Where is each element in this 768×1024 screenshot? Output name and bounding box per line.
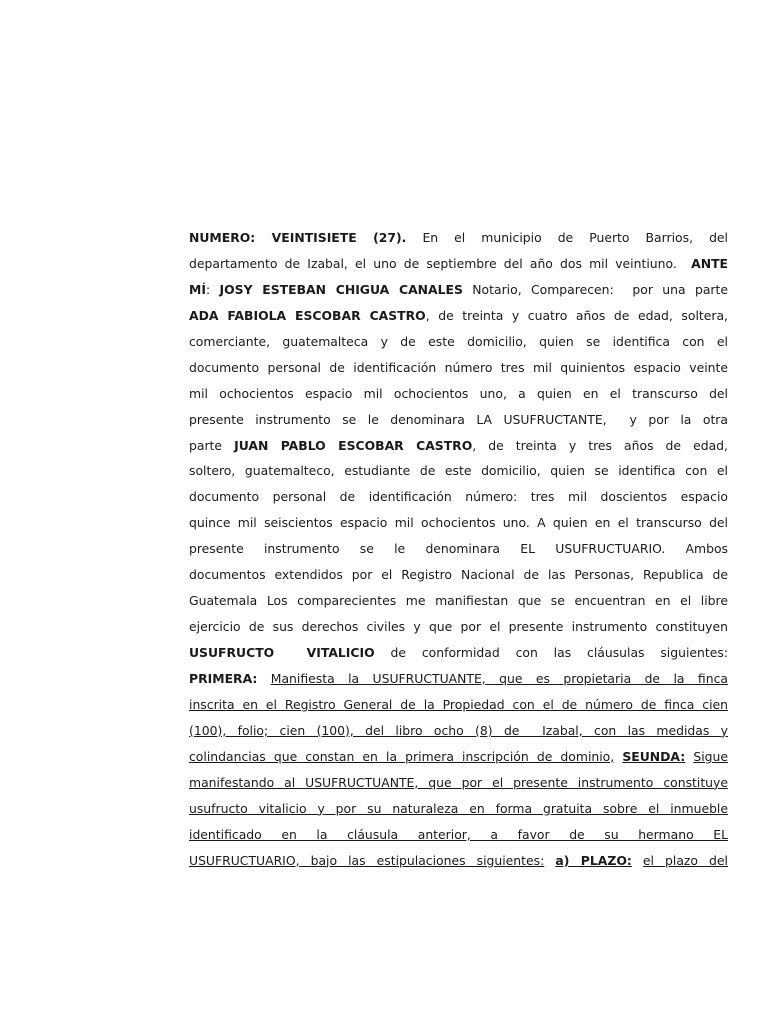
document-line [189,251,728,277]
document-line [189,355,728,381]
document-line [189,329,728,355]
text-run: documento personal de identificación número: tres mil doscientos espacio [189,489,728,505]
text-run: Guatemala Los comparecientes me manifiestan que se encuentran en el libre [189,593,728,609]
bold-text: JOSY ESTEBAN CHIGUA CANALES [219,281,463,297]
underlined-text: identificado en la cláusula anterior, a favor de su hermano EL [189,826,728,842]
bold-text: JUAN PABLO ESCOBAR CASTRO [234,437,473,453]
text-run: presente instrumento se le denominara LA USUFRUCTANTE, y por la otra [189,411,728,427]
text-run: , de treinta y tres años de edad, [472,437,728,453]
text-run: departamento de Izabal, el uno de septiembre del año dos mil veintiuno. [189,255,692,271]
document-body [189,225,728,873]
document-line [189,303,728,329]
underlined-text: USUFRUCTUARIO, bajo las estipulaciones siguientes: [189,852,545,868]
underlined-text: usufructo vitalicio y por su naturaleza en forma gratuita sobre el inmueble [189,800,728,816]
document-line [189,718,728,744]
document-line [189,796,728,822]
text-run [544,853,555,868]
text-run: presente instrumento se le denominara EL USUFRUCTUARIO. Ambos [189,541,728,557]
document-line [189,458,728,484]
document-line [189,536,728,562]
text-run: comerciante, guatemalteca y de este domicilio, quien se identifica con el [189,333,728,349]
underlined-text: colindancias que constan en la primera inscripción de dominio, [189,748,615,764]
bold-text: NUMERO: VEINTISIETE (27). [189,230,407,245]
bold-text: PRIMERA: [189,670,258,686]
document-line [189,433,728,459]
document-line [189,744,728,770]
document-line [189,484,728,510]
text-run: de conformidad con las cláusulas siguientes: [374,645,728,660]
text-run: En el municipio de Puerto Barrios, del [406,230,728,245]
document-line [189,510,728,536]
bold-text: a) PLAZO: [555,852,632,868]
text-run: ejercicio de sus derechos civiles y que por el presente instrumento constituyen [189,619,728,635]
text-run: Notario, Comparecen: por una parte [462,281,728,297]
document-line [189,822,728,848]
underlined-text: (100), folio; cien (100), del libro ocho (8) de Izabal, con las medidas y [189,722,728,738]
document-line [189,640,728,666]
document-line [189,770,728,796]
document-line [189,848,728,874]
document-line [189,381,728,407]
document-line [189,666,728,692]
bold-text: SEUNDA: [622,748,686,764]
text-run: parte [189,437,235,453]
underlined-text: el plazo del [642,852,728,868]
text-run [632,853,643,868]
document-line [189,692,728,718]
underlined-text: Sigue [693,748,728,764]
text-run: documentos extendidos por el Registro Nacional de las Personas, Republica de [189,567,728,583]
document-line [189,562,728,588]
underlined-text: inscrita en el Registro General de la Propiedad con el de número de finca cien [189,696,728,712]
document-line [189,407,728,433]
text-run [257,671,270,686]
document-line [189,588,728,614]
bold-text: USUFRUCTO VITALICIO [189,645,375,660]
underlined-text: Manifiesta la USUFRUCTUANTE, que es propietaria de la finca [270,670,728,686]
document-line [189,225,728,251]
text-run: soltero, guatemalteco, estudiante de este domicilio, quien se identifica con el [189,463,728,479]
bold-text: ADA FABIOLA ESCOBAR CASTRO [189,307,426,323]
text-run: : [205,281,220,297]
text-run: documento personal de identificación número tres mil quinientos espacio veinte [189,359,728,375]
underlined-text: manifestando al USUFRUCTUANTE, que por el presente instrumento constituye [189,774,728,790]
text-run: , de treinta y cuatro años de edad, soltera, [425,307,728,323]
bold-text: MÍ [189,281,206,297]
text-run: mil ochocientos espacio mil ochocientos uno, a quien en el transcurso del [189,385,728,401]
document-line [189,614,728,640]
text-run: quince mil seiscientos espacio mil ochocientos uno. A quien en el transcurso del [189,515,728,531]
bold-text: ANTE [691,255,728,271]
document-line [189,277,728,303]
